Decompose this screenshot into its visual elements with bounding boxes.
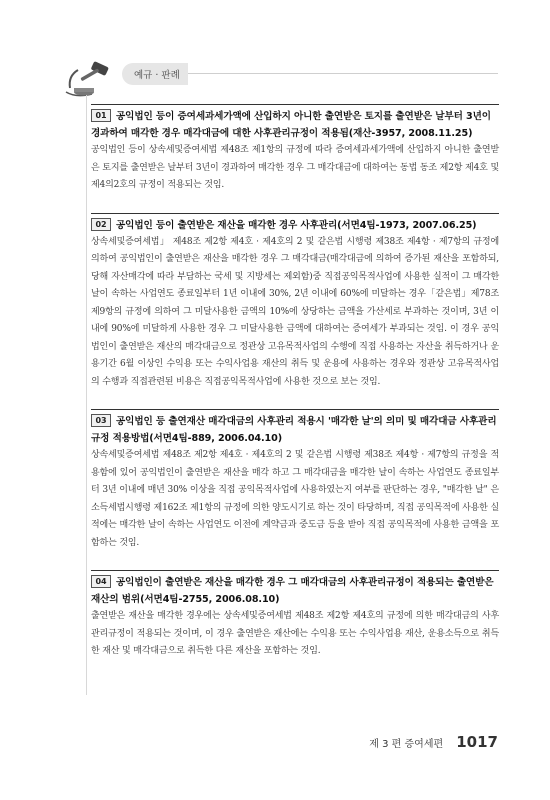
ruling-title-text: 공익법인이 출연받은 재산을 매각한 경우 그 매각대금의 사후관리규정이 적용되는 출연받은 재산의 범위(서면4팀-2755, 2006.08.10) [91,577,494,605]
ruling-body: 공익법인 등이 상속세및증여세법 제48조 제1항의 규정에 따라 증여세과세가액에 산입하지 아니한 출연받은 토지를 출연받은 날부터 3년이 경과하여 매각한 경우 그 매각대금에 대하여는 동법 동조 제2항 제4호 및 제4의2호의 규정이 적용되는 것임. [91,145,499,190]
ruling-entry [91,213,499,392]
ruling-entry [91,409,499,552]
page-footer [0,732,498,751]
ruling-number-badge: 02 [91,218,111,231]
ruling-title [91,409,499,447]
ruling-title-text: 공익법인 등 출연재산 매각대금의 사후관리 적용시 '매각한 날'의 의미 및 매각대금 사후관리규정 적용방법(서면4팀-889, 2006.04.10) [91,416,497,444]
section-label: 예규 · 판례 [122,63,188,85]
header-logo [62,58,118,102]
gavel-icon [62,58,118,102]
ruling-list [91,104,499,679]
header-rule [188,73,498,74]
ruling-entry [91,104,499,195]
ruling-entry [91,570,499,661]
ruling-title-text: 공익법인 등이 출연받은 재산을 매각한 경우 사후관리(서면4팀-1973, 2007.06.25) [116,219,477,231]
ruling-number-badge: 01 [91,109,111,122]
ruling-number-badge: 03 [91,414,111,427]
ruling-number-badge: 04 [91,575,111,588]
footer-part-label: 제 3 편 증여세편 [369,739,444,750]
ruling-body: 출연받은 재산을 매각한 경우에는 상속세및증여세법 제48조 제2항 제4호의 규정에 의한 매각대금의 사후관리규정이 적용되는 것이며, 이 경우 출연받은 재산에는 수익용 또는 수익사업용 재산, 운용소득으로 취득한 재산 및 매각대금으로 취득한 다른 재산을 포함하는 것임. [91,611,499,656]
ruling-title [91,213,499,234]
left-margin-rule [86,95,87,695]
ruling-title [91,104,499,142]
ruling-title [91,570,499,608]
ruling-title-text: 공익법인 등이 증여세과세가액에 산입하지 아니한 출연받은 토지를 출연받은 날부터 3년이 경과하여 매각한 경우 매각대금에 대한 사후관리규정이 적용됨(재산-3957, 2008.11.25) [91,111,491,139]
ruling-body: 상속세및증여세법 제48조 제2항 제4호 · 제4호의 2 및 같은법 시행령 제38조 제4항 · 제7항의 규정을 적용함에 있어 공익법인이 출연받은 재산을 매각 하고 그 매각대금을 매각한 날이 속하는 사업연도 종료일부터 3년 이내에 매년 30% 이상을 직접 공익목적사업에 사용하였는지 여부를 판단하는 경우, "매각한 날" 은 소득세법시행령 제162조 제1항의 규정에 의한 양도시기로 하는 것이 타당하며, 직접 공익목적에 사용한 실적에는 매각한 날이 속하는 사업연도 이전에 계약금과 중도금 등을 받아 직접 공익목적에 사용한 금액을 포함하는 것임. [91,450,499,548]
ruling-body: 상속세및증여세법」 제48조 제2항 제4호 · 제4호의 2 및 같은법 시행령 제38조 제4항 · 제7항의 규정에 의하여 공익법인이 출연받은 재산을 매각한 경우 그 매각대금(매각대금에 의하여 증가된 재산을 포함하되, 당해 자산매각에 따라 부담하는 국세 및 지방세는 제외함)중 직접공익목적사업에 사용한 실적이 그 매각한 날이 속하는 사업연도 종료일부터 1년 이내에 30%, 2년 이내에 60%에 미달하는 경우「같은법」제78조 제9항의 규정에 의하여 그 미달사용한 금액의 10%에 상당하는 금액을 가산세로 부과하는 것이며, 3년 이내에 90%에 미달하게 사용한 경우 그 미달사용한 금액에 대하여는 증여세가 부과되는 것임. 이 경우 공익법인이 출연받은 재산의 매각대금으로 정관상 고유목적사업의 수행에 직접 사용하는 자산을 취득하거나 운용기간 6월 이상인 수익용 또는 수익사업용 재산의 취득 및 운용에 사용하는 경우와 정관상 고유목적사업의 수행과 직접관련된 비용은 직접공익목적사업에 사용한 것으로 보는 것임. [91,236,499,387]
page-number: 1017 [456,733,498,751]
